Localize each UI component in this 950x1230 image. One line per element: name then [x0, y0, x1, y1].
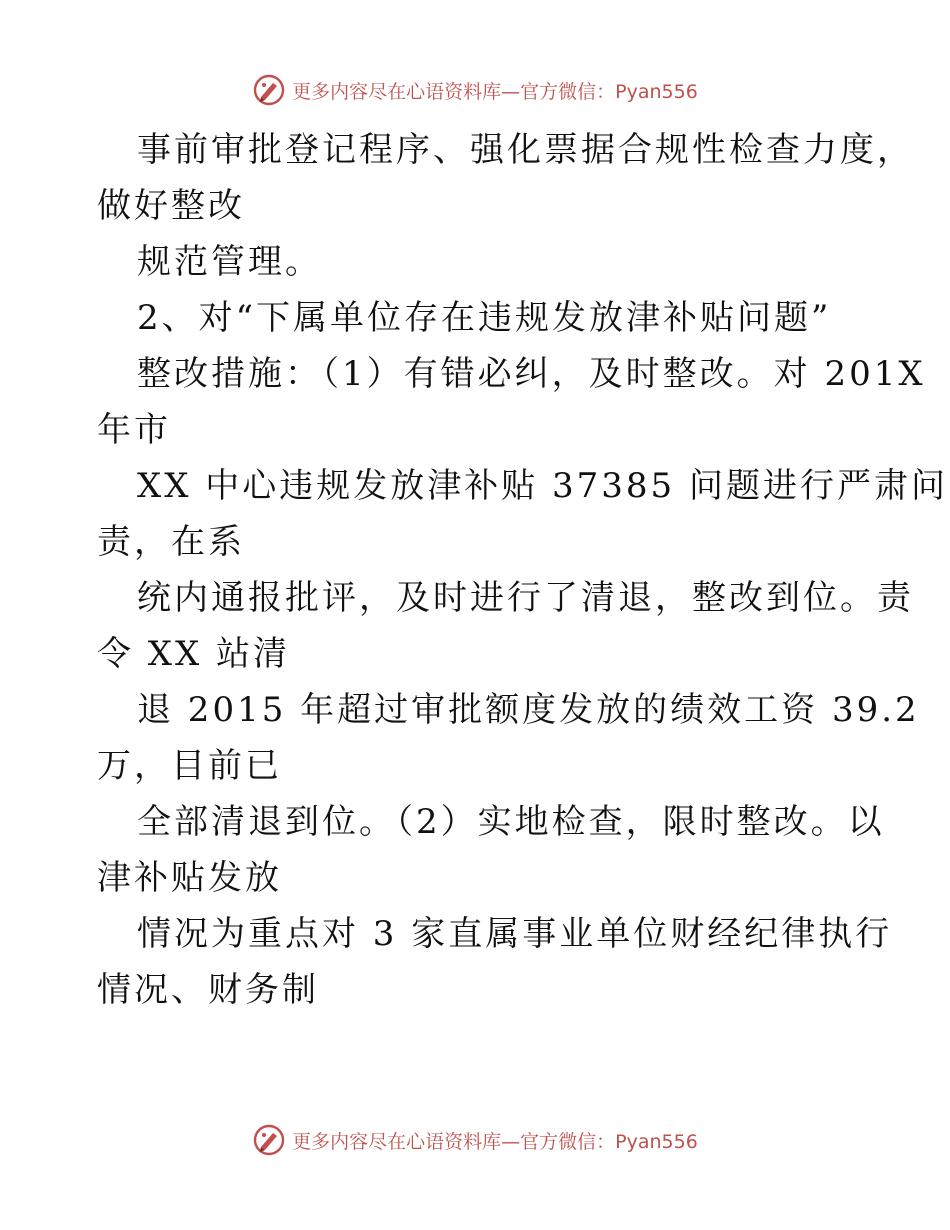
- header-banner-text: [292, 77, 698, 104]
- banner-label: 更多内容尽在心语资料库—官方微信：: [292, 1130, 616, 1153]
- footer-banner-text: [292, 1127, 698, 1154]
- body-line: 令 XX 站清: [97, 634, 291, 674]
- body-line: 统内通报批评，及时进行了清退，整改到位。责: [137, 578, 914, 618]
- body-line: 责，在系: [97, 522, 245, 562]
- body-line: 整改措施：（1）有错必纠，及时整改。对 201X: [137, 354, 926, 394]
- pen-logo-icon: [252, 1123, 286, 1157]
- document-body: [97, 122, 948, 1018]
- body-line: 全部清退到位。（2）实地检查，限时整改。以: [137, 802, 885, 842]
- body-line: XX 中心违规发放津补贴 37385 问题进行严肃问: [137, 466, 948, 506]
- body-line: 津补贴发放: [97, 858, 282, 898]
- footer-banner: [0, 1120, 950, 1160]
- body-line: 退 2015 年超过审批额度发放的绩效工资 39.2: [137, 690, 920, 730]
- body-line: 情况、财务制: [97, 970, 319, 1010]
- body-line: 事前审批登记程序、强化票据合规性检查力度，: [137, 130, 914, 170]
- body-line: 年市: [97, 410, 171, 450]
- banner-wechat-id: Pyan556: [615, 80, 698, 103]
- body-line: 规范管理。: [137, 242, 322, 282]
- header-banner: [0, 70, 950, 110]
- banner-label: 更多内容尽在心语资料库—官方微信：: [292, 80, 616, 103]
- pen-logo-icon: [252, 73, 286, 107]
- body-line: 情况为重点对 3 家直属事业单位财经纪律执行: [137, 914, 893, 954]
- body-line: 2、对“下属单位存在违规发放津补贴问题”: [137, 298, 832, 338]
- body-line: 做好整改: [97, 186, 245, 226]
- body-line: 万，目前已: [97, 746, 282, 786]
- banner-wechat-id: Pyan556: [615, 1130, 698, 1153]
